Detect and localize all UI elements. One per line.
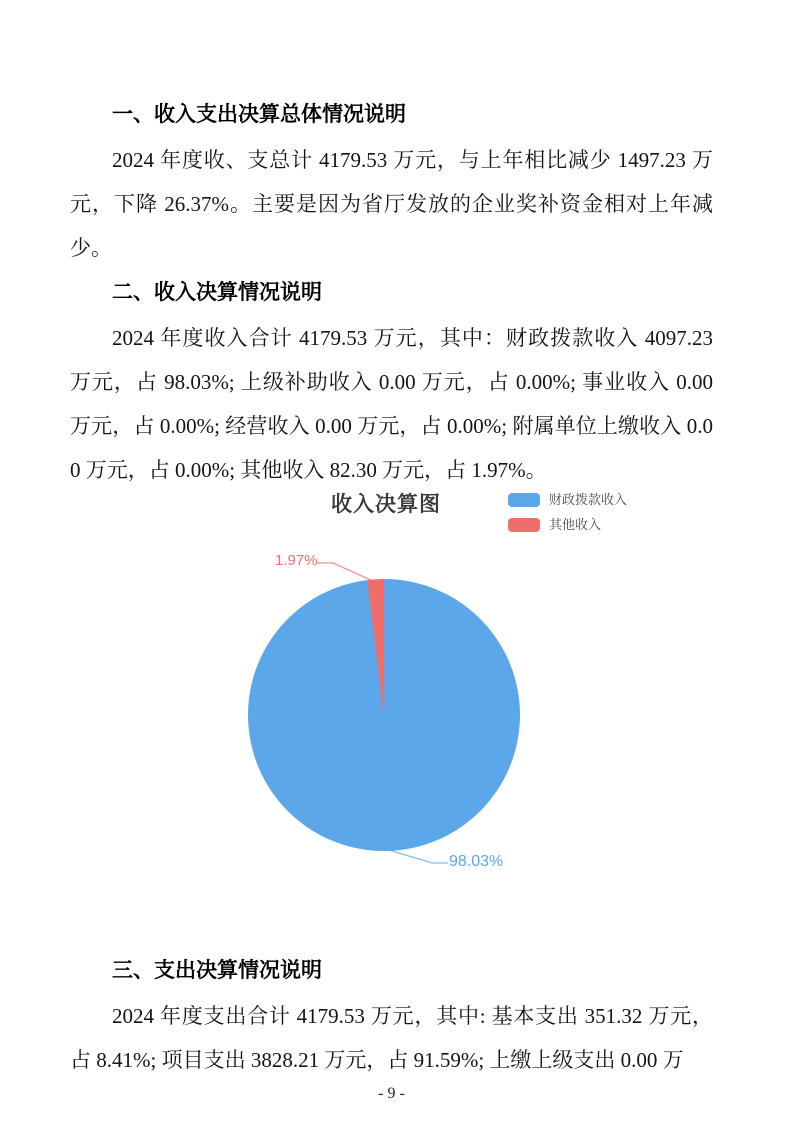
chart-title: 收入决算图 — [331, 493, 441, 516]
legend-item-other — [508, 517, 627, 532]
pie — [248, 579, 520, 851]
legend-swatch-fiscal — [508, 493, 540, 507]
legend-label-fiscal: 财政拨款收入 — [549, 492, 628, 507]
pie-label-other: 1.97% — [275, 552, 318, 569]
section-1-paragraph: 2024 年度收、支总计 4179.53 万元，与上年相比减少 1497.23 万元，下降 26.37%。主要是因为省厅发放的企业奖补资金相对上年减少。 — [70, 148, 713, 260]
section-3-heading: 三、支出决算情况说明 — [112, 959, 322, 982]
page-number: - 9 - — [378, 1085, 405, 1102]
pie-label-line-other — [316, 563, 373, 581]
section-1-heading: 一、收入支出决算总体情况说明 — [112, 103, 406, 126]
section-2-paragraph: 2024 年度收入合计 4179.53 万元，其中：财政拨款收入 4097.23 万元，占 98.03%; 上级补助收入 0.00 万元，占 0.00%; 事业收入 0.00 万元，占 0.00%; 经营收入 0.00 万元，占 0.00%; 附属单位上缴收入 0.00 万元，占 0.00%; 其他收入 82.30 万元，占 1.97%。 — [70, 326, 713, 482]
chart-legend — [508, 492, 627, 532]
pie-label-fiscal: 98.03% — [449, 853, 504, 870]
legend-item-fiscal — [508, 492, 627, 507]
legend-label-other: 其他收入 — [549, 517, 602, 532]
section-3-paragraph: 2024 年度支出合计 4179.53 万元，其中: 基本支出 351.32 万元，占 8.41%; 项目支出 3828.21 万元，占 91.59%; 上缴上级支出 0.00 万 — [70, 1004, 713, 1072]
section-2-heading: 二、收入决算情况说明 — [112, 281, 322, 304]
income-pie-chart — [70, 492, 713, 942]
legend-swatch-other — [508, 518, 540, 532]
